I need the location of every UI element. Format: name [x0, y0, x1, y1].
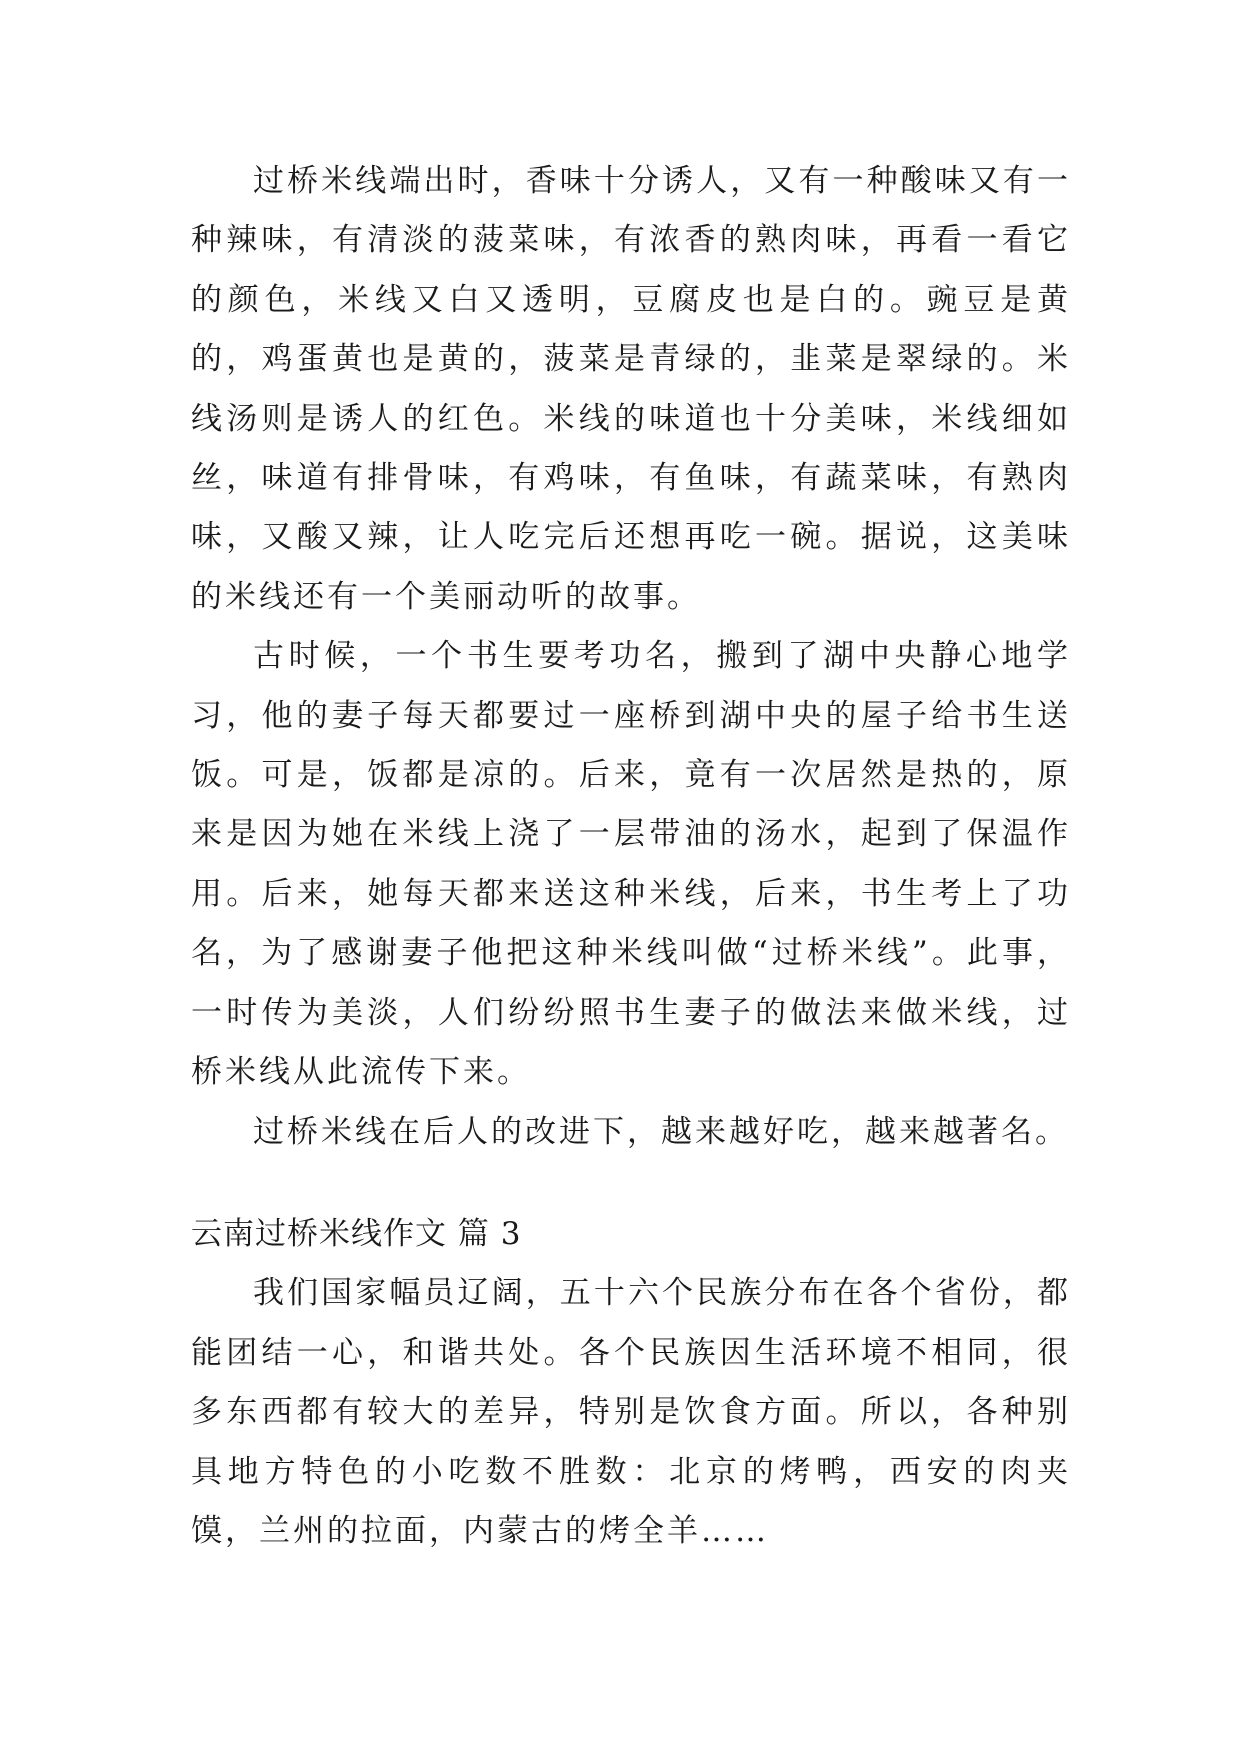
paragraph-rice-noodle-description: 过桥米线端出时，香味十分诱人，又有一种酸味又有一种辣味，有清淡的菠菜味，有浓香的熟肉味，再看一看它的颜色，米线又白又透明，豆腐皮也是白的。豌豆是黄的，鸡蛋黄也是黄的，菠菜是青绿的，韭菜是翠绿的。米线汤则是诱人的红色。米线的味道也十分美味，米线细如丝，味道有排骨味，有鸡味，有鱼味，有蔬菜味，有熟肉味，又酸又辣，让人吃完后还想再吃一碗。据说，这美味的米线还有一个美丽动听的故事。: [191, 163, 1071, 615]
paragraph-conclusion: 过桥米线在后人的改进下，越来越好吃，越来越著名。: [253, 1113, 1069, 1150]
paragraph-intro-section-3: 我们国家幅员辽阔，五十六个民族分布在各个省份，都能团结一心，和谐共处。各个民族因生活环境不相同，很多东西都有较大的差异，特别是饮食方面。所以，各种别具地方特色的小吃数不胜数：北京的烤鸭，西安的肉夹馍，兰州的拉面，内蒙古的烤全羊……: [191, 1275, 1071, 1549]
document-body: [191, 152, 1071, 1561]
section-title: 云南过桥米线作文 篇 3: [191, 1215, 522, 1252]
paragraph-legend-story: 古时候，一个书生要考功名，搬到了湖中央静心地学习，他的妻子每天都要过一座桥到湖中央的屋子给书生送饭。可是，饭都是凉的。后来，竟有一次居然是热的，原来是因为她在米线上浇了一层带油的汤水，起到了保温作用。后来，她每天都来送这种米线，后来，书生考上了功名，为了感谢妻子他把这种米线叫做“过桥米线”。此事，一时传为美淡，人们纷纷照书生妻子的做法来做米线，过桥米线从此流传下来。: [191, 638, 1071, 1091]
